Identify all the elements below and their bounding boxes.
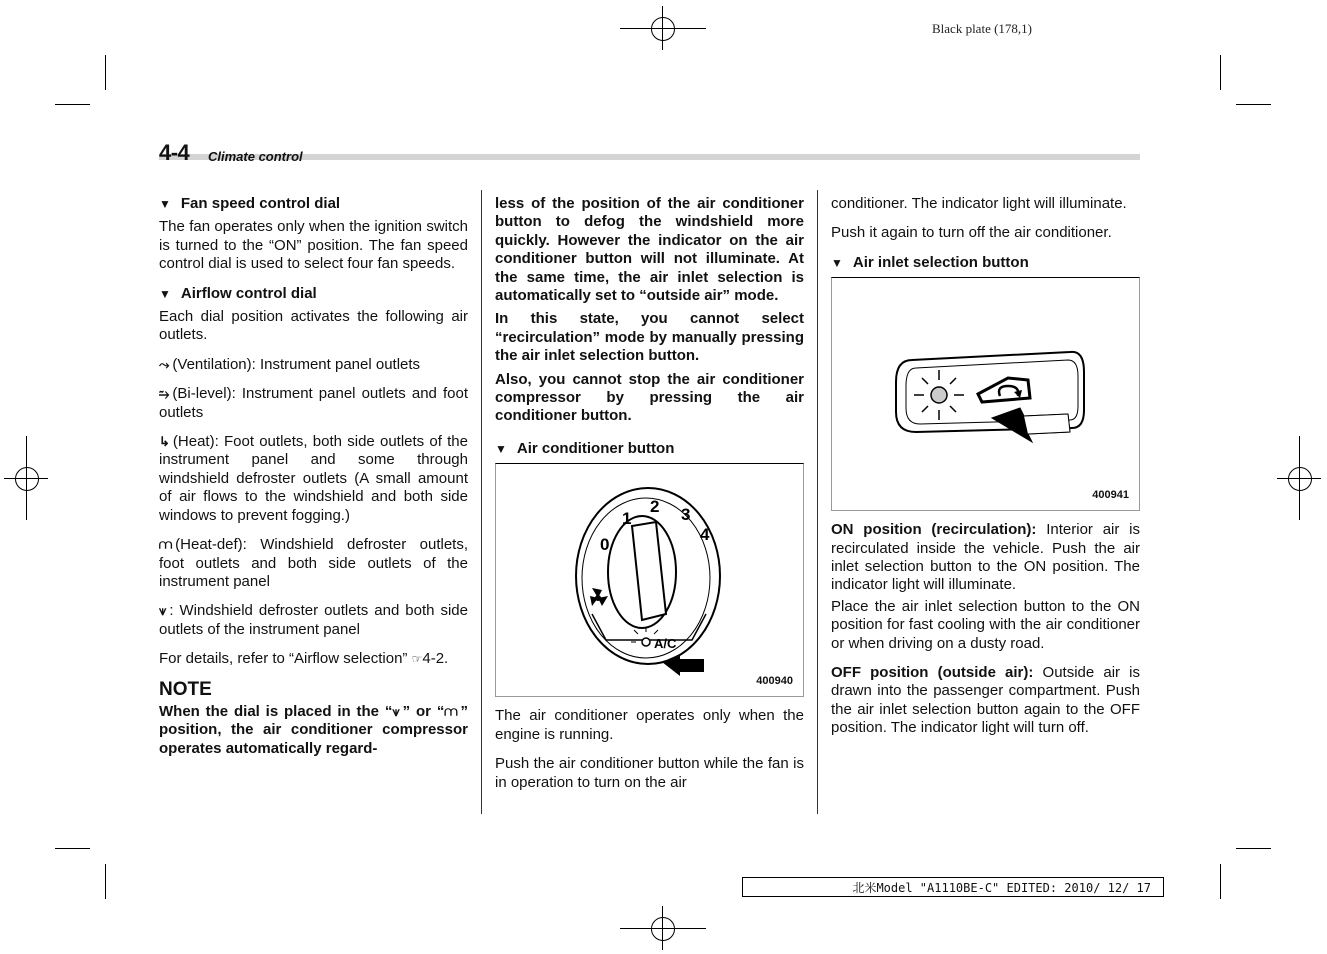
ventilation-icon: ⤳ bbox=[159, 356, 170, 372]
column-divider-2 bbox=[817, 190, 818, 814]
airflow-heading: ▼ Airflow control dial bbox=[159, 284, 317, 302]
plate-label: Black plate (178,1) bbox=[932, 21, 1032, 36]
fan-speed-text: The fan operates only when the ignition switch is turned to the “ON” position. The fan speed control dial is used to select four fan speeds. bbox=[159, 218, 468, 273]
note-continued-2: In this state, you cannot select “recirculation” mode by manually pressing the air inlet selection button. bbox=[495, 310, 804, 365]
inlet-heading: ▼ Air inlet selection button bbox=[831, 253, 1029, 271]
dial-label-4: 4 bbox=[700, 525, 710, 545]
section-title: Climate control bbox=[208, 149, 303, 164]
heat-def-item: ⩋ (Heat-def): Windshield defroster outlets, foot outlets and both side outlets of the instrument panel bbox=[159, 536, 468, 590]
footer-edit-stamp: 北米Model "A1110BE-C" EDITED: 2010/ 12/ 17 bbox=[742, 877, 1164, 897]
ac-dial-illustration bbox=[496, 464, 803, 696]
ac-label: A/C bbox=[654, 636, 677, 652]
column-2 bbox=[495, 195, 804, 803]
details-text: For details, refer to “Airflow selection” ☞4-2. bbox=[159, 650, 449, 668]
note-continued-3: Also, you cannot stop the air conditioner compressor by pressing the air conditioner button. bbox=[495, 370, 804, 425]
place-button-text: Place the air inlet selection button to the ON position for fast cooling with the air conditioner or when driving on a dusty road. bbox=[831, 597, 1140, 652]
figure-number: 400941 bbox=[1092, 488, 1129, 501]
bilevel-icon: ⥲ bbox=[159, 386, 170, 402]
airflow-text: Each dial position activates the following air outlets. bbox=[159, 308, 468, 344]
on-position-text: ON position (recirculation): Interior air is recirculated inside the vehicle. Push the air inlet selection button to the ON position. The indicator light will illuminate. bbox=[831, 521, 1140, 594]
figure-number: 400940 bbox=[756, 674, 793, 687]
column-3 bbox=[831, 195, 1140, 749]
push-again-text: Push it again to turn off the air conditioner. bbox=[831, 224, 1112, 242]
ac-button-heading: ▼ Air conditioner button bbox=[495, 439, 675, 457]
reference-icon: ☞ bbox=[411, 652, 423, 667]
page-number: 4-4 bbox=[159, 140, 190, 165]
defroster-item: ⩛ : Windshield defroster outlets and both side outlets of the instrument panel bbox=[159, 602, 468, 638]
dial-label-0: 0 bbox=[600, 535, 610, 555]
header-bar bbox=[159, 154, 1140, 160]
ventilation-item: ⤳ (Ventilation): Instrument panel outlets bbox=[159, 355, 421, 373]
heat-def-icon: ⩋ bbox=[444, 703, 458, 719]
defroster-icon: ⩛ bbox=[392, 703, 400, 719]
heat-def-icon: ⩋ bbox=[159, 537, 173, 553]
defroster-icon: ⩛ bbox=[159, 603, 167, 619]
dial-label-1: 1 bbox=[622, 509, 632, 529]
ac-text-continued: conditioner. The indicator light will illuminate. bbox=[831, 195, 1127, 212]
note-continued-1: less of the position of the air conditioner button to defog the windshield more quickly. However the indicator on the air conditioner button will not illuminate. At the same time, the air inlet selection is automatically set to “outside air” mode. bbox=[495, 195, 804, 305]
note-title: NOTE bbox=[159, 678, 212, 700]
heat-icon: ↳ bbox=[159, 434, 170, 450]
column-1 bbox=[159, 195, 468, 769]
fan-speed-heading: ▼ Fan speed control dial bbox=[159, 195, 341, 212]
ac-text-1: The air conditioner operates only when the engine is running. bbox=[495, 707, 804, 743]
inlet-button-figure bbox=[831, 277, 1140, 511]
bilevel-item: ⥲ (Bi-level): Instrument panel outlets and foot outlets bbox=[159, 385, 468, 421]
off-position-text: OFF position (outside air): Outside air is drawn into the passenger compartment. Push the air inlet selection button again to the OFF position. The indicator light will turn off. bbox=[831, 664, 1140, 737]
ac-dial-figure bbox=[495, 463, 804, 697]
dial-label-3: 3 bbox=[681, 505, 691, 525]
column-divider-1 bbox=[481, 190, 482, 814]
note-text: When the dial is placed in the “⩛ ” or “⩋ ” position, the air conditioner compressor operates automatically regard- bbox=[159, 702, 468, 757]
dial-label-2: 2 bbox=[650, 497, 660, 517]
heat-item: ↳ (Heat): Foot outlets, both side outlets of the instrument panel and some through windshield defroster outlets (A small amount of air flows to the windshield and both side windows to prevent fogging.) bbox=[159, 433, 468, 524]
inlet-button-illustration bbox=[832, 278, 1139, 510]
ac-text-2: Push the air conditioner button while the fan is in operation to turn on the air bbox=[495, 755, 804, 791]
